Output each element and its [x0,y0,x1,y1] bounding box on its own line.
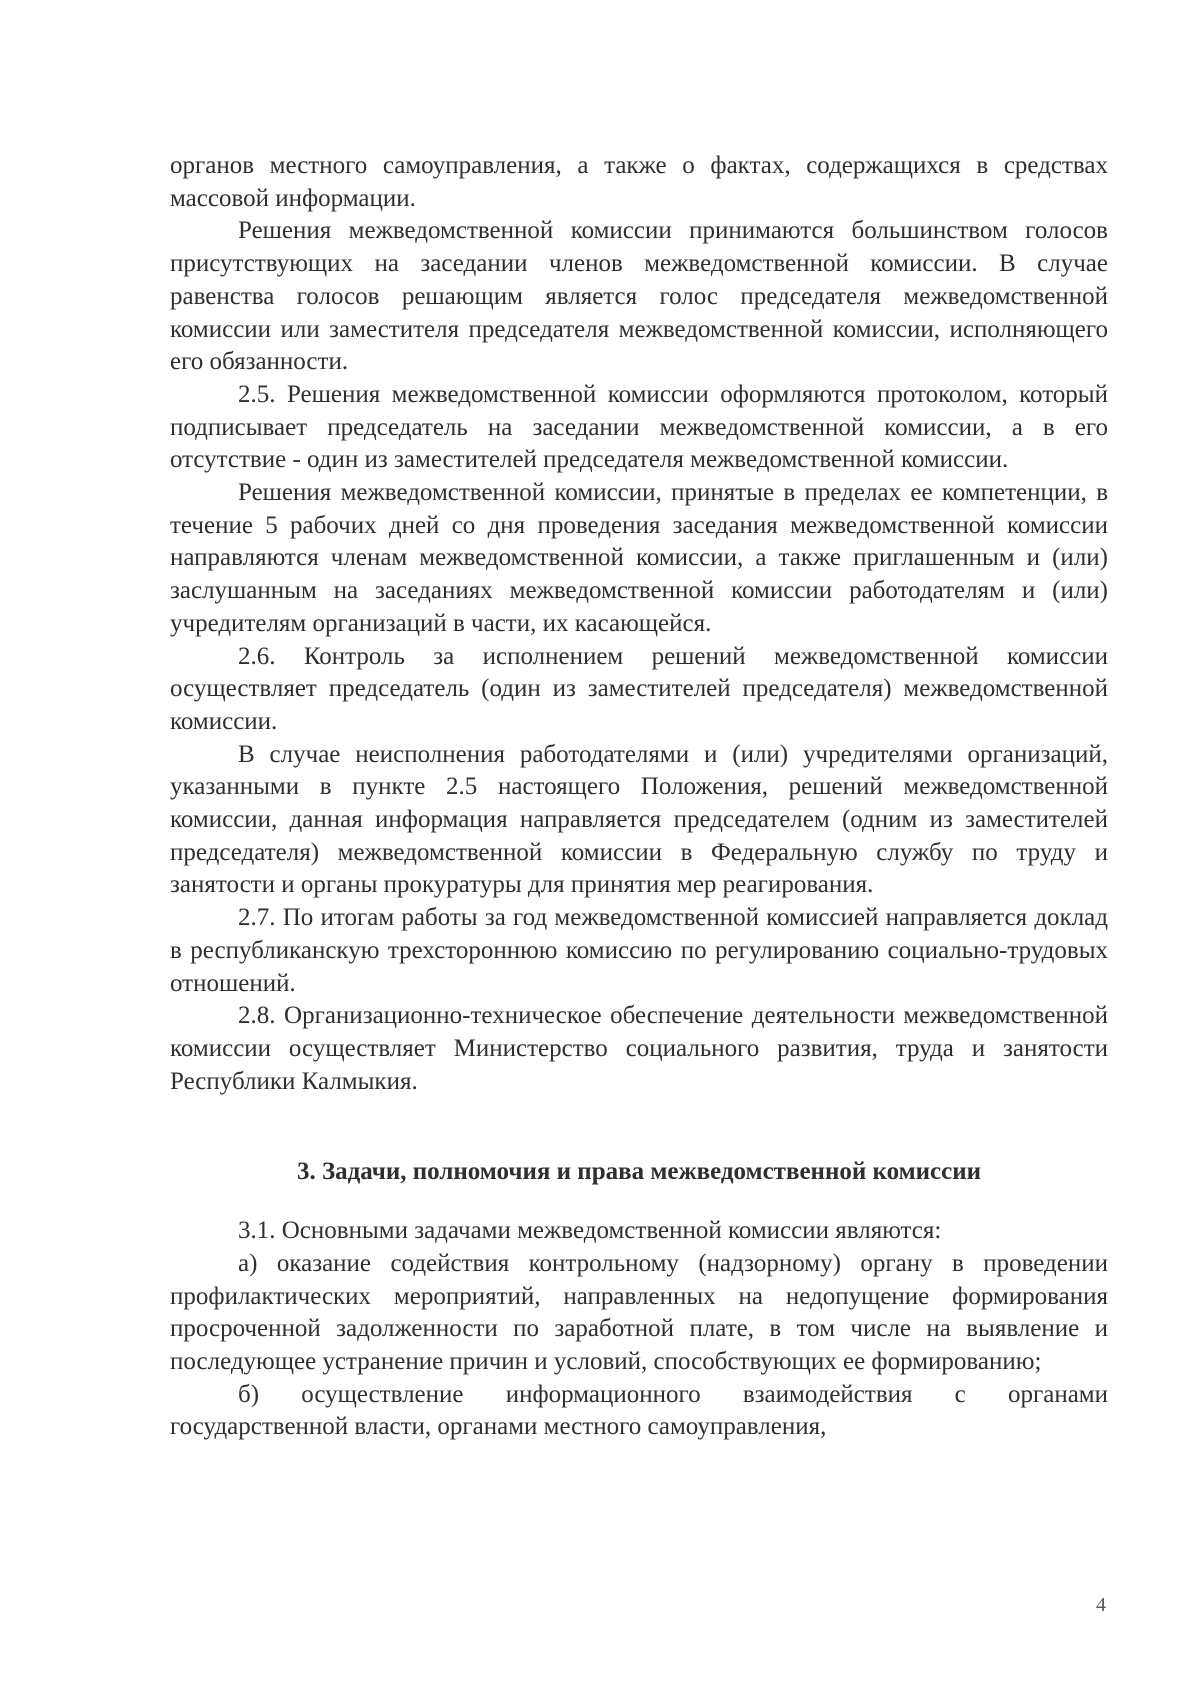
paragraph-3-1: 3.1. Основными задачами межведомственной комиссии являются: [238,1217,942,1245]
section-heading: 3. Задачи, полномочия и права межведомственной комиссии [296,1158,982,1186]
paragraph-2-5: 2.5. Решения межведомственной комиссии оформляются протоколом, который подписывает председатель на заседании межведомственной комиссии, а в его отсутствие - один из заместителей председателя межведомственной комиссии. [170,380,1108,474]
paragraph-2: Решения межведомственной комиссии принимаются большинством голосов присутствующих на заседании членов межведомственной комиссии. В случае равенства голосов решающим является голос председателя межведомственной комиссии или заместителя председателя межведомственной комиссии, исполняющего его обязанности. [170,217,1108,376]
section-spacer [170,1098,1108,1156]
paragraph-2-7: 2.7. По итогам работы за год межведомственной комиссией направляется доклад в республиканскую трехстороннюю комиссию по регулированию социально-трудовых отношений. [170,904,1108,997]
paragraph-3-1-a: а) оказание содействия контрольному (надзорному) органу в проведении профилактических мероприятий, направленных на недопущение формирования просроченной задолженности по заработной плате, в том числе на выявление и последующее устранение причин и условий, способствующих ее формированию; [170,1249,1108,1375]
paragraph-2-6: 2.6. Контроль за исполнением решений межведомственной комиссии осуществляет председатель (один из заместителей председателя) межведомственной комиссии. [170,642,1108,735]
paragraph-2-8: 2.8. Организационно-техническое обеспечение деятельности межведомственной комиссии осуществляет Министерство социального развития, труда и занятости Республики Калмыкия. [170,1002,1108,1095]
document-body [170,150,1108,1444]
paragraph-3-1-b: б) осуществление информационного взаимодействия с органами государственной власти, органами местного самоуправления, [170,1380,1108,1441]
page-number: 4 [1096,1594,1106,1616]
paragraph-2-6-noncompliance: В случае неисполнения работодателями и (или) учредителями организаций, указанными в пункте 2.5 настоящего Положения, решений межведомственной комиссии, данная информация направляется председателем (одним из заместителей председателя) межведомственной комиссии в Федеральную службу по труду и занятости и органы прокуратуры для принятия мер реагирования. [170,740,1108,899]
paragraph-2-5-decisions: Решения межведомственной комиссии, принятые в пределах ее компетенции, в течение 5 рабочих дней со дня проведения заседания межведомственной комиссии направляются членам межведомственной комиссии, а также приглашенным и (или) заслушанным на заседаниях межведомственной комиссии работодателям и (или) учредителям организаций в части, их касающейся. [170,479,1108,637]
paragraph-1: органов местного самоуправления, а также о фактах, содержащихся в средствах массовой информации. [170,152,1108,212]
